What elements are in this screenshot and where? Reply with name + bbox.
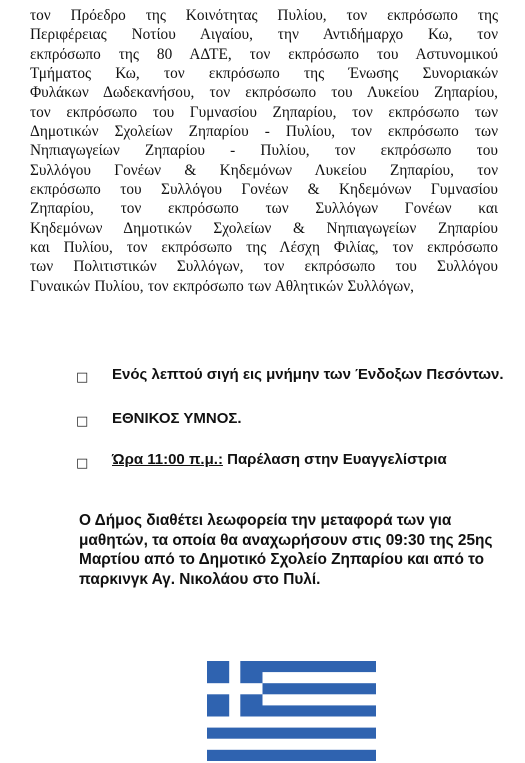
paragraph-line: Συλλόγου Γονέων & Κηδεμόνων Λυκείου Ζηπαρίου, τον [30,161,498,179]
greek-flag-icon [207,661,376,761]
paragraph-line: Περιφέρειας Νοτίου Αιγαίου, την Αντιδήμαρχο Κω, τον [30,26,498,44]
paragraph-line: τον Πρόεδρο της Κοινότητας Πυλίου, τον εκπρόσωπο της [30,7,498,24]
parade-time: Ώρα 11:00 π.μ.: [112,451,223,468]
notice-line: Ο Δήμος διαθέτει λεωφορεία την μεταφορά των για [79,512,452,529]
paragraph-line: Γυναικών Πυλίου, τον εκπρόσωπο των Αθλητικών Συλλόγων, [30,277,414,295]
paragraph-line: εκπρόσωπο του Συλλόγου Γονέων & Κηδεμόνων Γυμνασίου [30,181,498,199]
paragraph-line: Κηδεμόνων Δημοτικών Σχολείων & Νηπιαγωγείων Ζηπαρίου [30,219,498,237]
paragraph-line: των Πολιτιστικών Συλλόγων, τον εκπρόσωπο του Συλλόγου [30,258,498,276]
checkbox-square-icon: □ [76,456,89,471]
paragraph-line: Ζηπαρίου, τον εκπρόσωπο των Συλλόγων Γονέων και [30,200,498,218]
paragraph-line: Φυλάκων Δωδεκανήσου, τον εκπρόσωπο του Λυκείου Ζηπαρίου, [30,84,498,102]
paragraph-line: Δημοτικών Σχολείων Ζηπαρίου - Πυλίου, τον εκπρόσωπο των [30,123,498,141]
paragraph-line: Νηπιαγωγείων Ζηπαρίου - Πυλίου, τον εκπρόσωπο του [30,142,498,160]
program-item-silence: Ενός λεπτού σιγή εις μνήμην των Ένδοξων Πεσόντων. [112,366,504,383]
paragraph-line: τον εκπρόσωπο του Γυμνασίου Ζηπαρίου, τον εκπρόσωπο των [30,103,498,121]
attendees-paragraph [30,6,498,296]
bus-transport-notice [79,511,493,589]
paragraph-line: εκπρόσωπο της 80 ΑΔΤΕ, τον εκπρόσωπο του Αστυνομικού [30,45,498,63]
notice-line: παρκινγκ Αγ. Νικολάου στο Πυλί. [79,570,321,588]
program-item-parade [112,451,447,469]
paragraph-line: Τμήματος Κω, τον εκπρόσωπο της Ένωσης Συνοριακών [30,65,498,83]
notice-line: Μαρτίου από το Δημοτικό Σχολείο Ζηπαρίου και από το [79,551,485,568]
checkbox-square-icon: □ [76,414,89,429]
checkbox-square-icon: □ [76,370,89,385]
notice-line: μαθητών, τα οποία θα αναχωρήσουν στις 09:30 της 25ης [79,531,493,549]
parade-text: Παρέλαση στην Ευαγγελίστρια [222,451,447,468]
program-item-anthem: ΕΘΝΙΚΟΣ ΥΜΝΟΣ. [112,410,242,427]
paragraph-line: και Πυλίου, τον εκπρόσωπο της Λέσχη Φιλίας, τον εκπρόσωπο [30,239,498,257]
